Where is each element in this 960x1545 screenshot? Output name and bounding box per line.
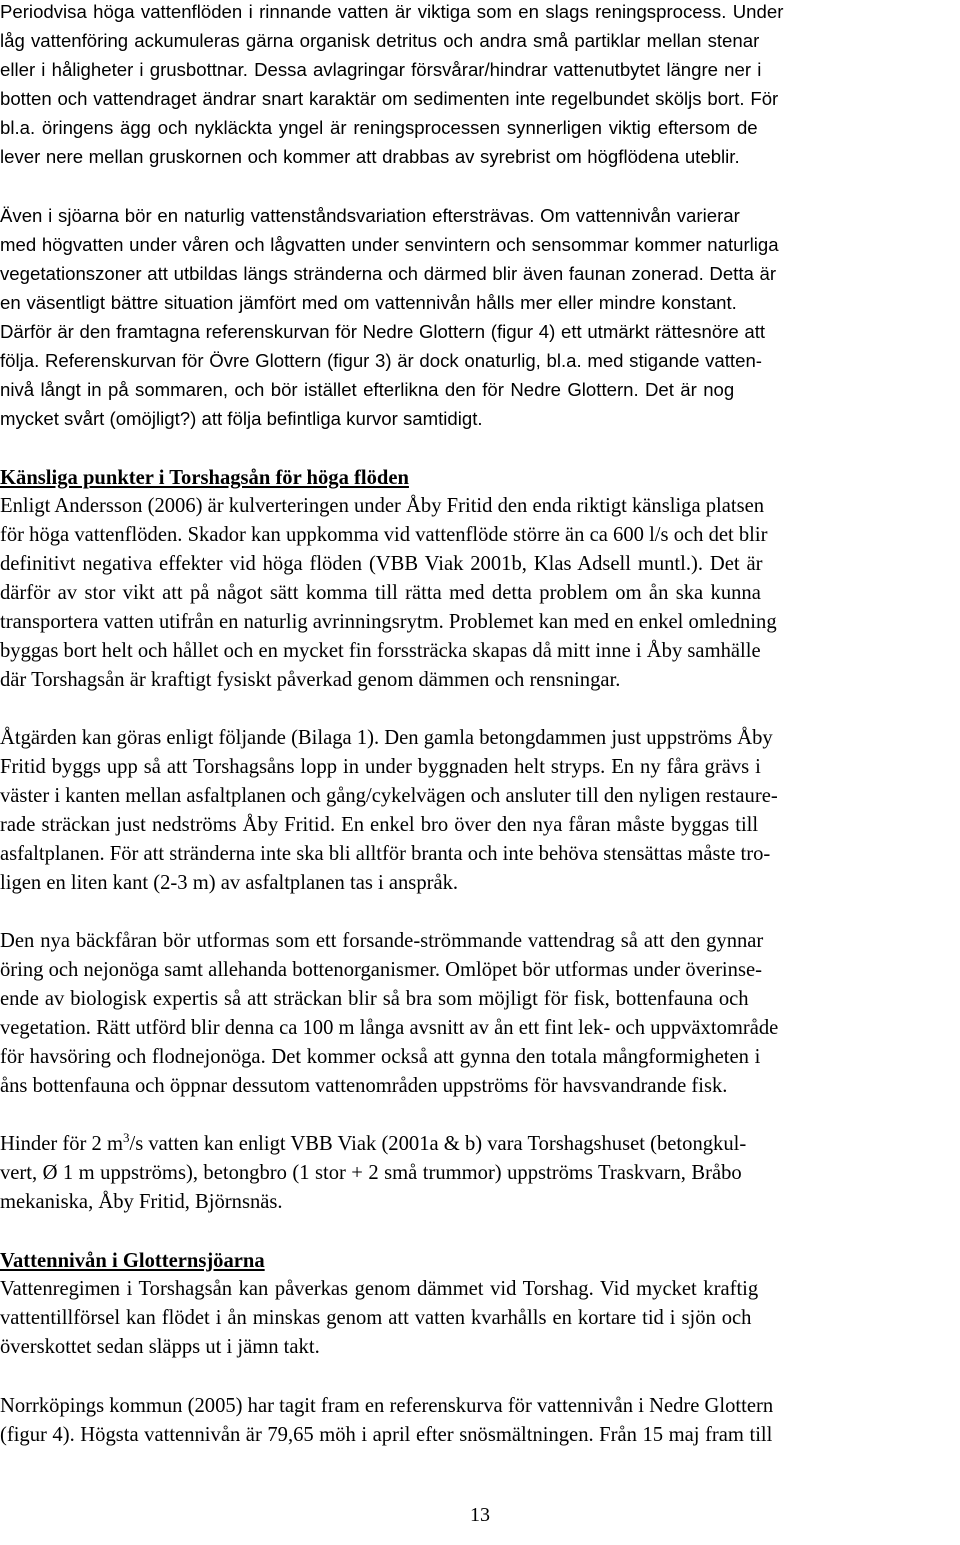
text-line: nivå långt in på sommaren, och bör istället efterlikna den för Nedre Glottern. Det är nog [0,379,735,400]
text-line: Åtgärden kan göras enligt följande (Bilaga 1). Den gamla betongdammen just uppströms Åby [0,727,773,749]
text-line: (figur 4). Högsta vattennivån är 79,65 möh i april efter snösmältningen. Från 15 maj fram till [0,1424,773,1446]
text-line: definitivt negativa effekter vid höga flöden (VBB Viak 2001b, Klas Adsell muntl.). Det är [0,553,763,575]
text-line: vert, Ø 1 m uppströms), betongbro (1 stor + 2 små trummor) uppströms Traskvarn, Bråbo [0,1162,742,1184]
paragraph-new-channel [0,927,960,1101]
text-line: vattentillförsel kan flödet i ån minskas genom att vatten kvarhålls en kortare tid i sjön och [0,1307,752,1329]
paragraph-flood-cleansing [0,0,960,171]
text-line: Fritid byggs upp så att Torshagsåns lopp in under byggnaden helt stryps. En ny fåra grävs i [0,756,761,778]
heading-sensitive-points: Känsliga punkter i Torshagsån för höga flöden [0,467,409,489]
text-line: för havsöring och flodnejonöga. Det kommer också att gynna den totala mångformigheten i [0,1046,761,1068]
text-line: för höga vattenflöden. Skador kan uppkomma vid vattenflöde större än ca 600 l/s och det blir [0,524,768,546]
text-line: överskottet sedan släpps ut i jämn takt. [0,1336,320,1358]
text-line: bl.a. öringens ägg och nykläckta yngel är reningsprocessen synnerligen viktig eftersom de [0,117,758,138]
text-line: Därför är den framtagna referenskurvan för Nedre Glottern (figur 4) ett utmärkt rättesnöre att [0,321,766,342]
heading-water-level: Vattennivån i Glotternsjöarna [0,1250,265,1272]
paragraph-measure [0,724,960,898]
text-line: vegetation. Rätt utförd blir denna ca 100 m långa avsnitt av ån ett fint lek- och uppväxtområde [0,1017,779,1039]
text-line: följa. Referenskurvan för Övre Glottern (figur 3) är dock onaturlig, bl.a. med stigande vatten- [0,350,762,371]
text-line: asfaltplanen. För att stränderna inte ska bli alltför branta och inte behöva stensättas måste tro- [0,843,771,865]
text-line: botten och vattendraget ändrar snart karaktär om sedimenten inte regelbundet sköljs bort. För [0,88,779,109]
text-line: lever nere mellan gruskornen och kommer att drabbas av syrebrist om högflödena uteblir. [0,146,740,167]
text-line: en väsentligt bättre situation jämfört med om vattennivån hålls mer eller mindre konstant. [0,292,737,313]
text-line: väster i kanten mellan asfaltplanen och gång/cykelvägen och ansluter till den nyligen restaure- [0,785,778,807]
page-number: 13 [470,1504,490,1526]
paragraph-obstacles [0,1130,960,1217]
text-line: Enligt Andersson (2006) är kulverteringen under Åby Fritid den enda riktigt känsliga platsen [0,495,765,517]
paragraph-lake-water-levels [0,201,960,433]
paragraph-culvert [0,492,960,695]
text-line: låg vattenföring ackumuleras gärna organisk detritus och andra små partiklar mellan stenar [0,30,760,51]
text-line: transportera vatten utifrån en naturlig avrinningsrytm. Problemet kan med en enkel omledning [0,611,777,633]
superscript: 3 [122,1130,130,1145]
text-segment: Hinder för 2 m [0,1133,123,1155]
text-segment: /s vatten kan enligt VBB Viak (2001a & b) vara Torshagshuset (betongkul- [129,1133,747,1155]
text-line: där Torshagsån är kraftigt fysiskt påverkad genom dämmen och rensningar. [0,669,621,691]
text-line: Norrköpings kommun (2005) har tagit fram en referenskurva för vattennivån i Nedre Glottern [0,1395,774,1417]
text-line: därför av stor vikt att på något sätt komma till rätta med detta problem om ån ska kunna [0,582,761,604]
text-line: byggas bort helt och hållet och en mycket fin forssträcka skapas då mitt inne i Åby samhälle [0,640,761,662]
text-line: med högvatten under våren och lågvatten under senvintern och sensommar kommer naturliga [0,234,779,255]
text-line: vegetationszoner att utbildas längs stränderna och därmed blir även faunan zonerad. Detta är [0,263,777,284]
text-line: Den nya bäckfåran bör utformas som ett forsande-strömmande vattendrag så att den gynnar [0,930,764,952]
text-line [0,1130,960,1159]
text-line: Vattenregimen i Torshagsån kan påverkas genom dämmet vid Torshag. Vid mycket kraftig [0,1278,759,1300]
text-line: åns bottenfauna och öppnar dessutom vattenområden uppströms för havsvandrande fisk. [0,1075,728,1097]
text-line: Även i sjöarna bör en naturlig vattenståndsvariation eftersträvas. Om vattennivån varierar [0,205,740,226]
text-line: rade sträckan just nedströms Åby Fritid. En enkel bro över den nya fåran måste byggas till [0,814,759,836]
text-line: ende av biologisk expertis så att sträckan blir så bra som möjligt för fisk, bottenfauna och [0,988,749,1010]
text-line: mekaniska, Åby Fritid, Björnsnäs. [0,1191,283,1213]
text-line: eller i håligheter i grusbottnar. Dessa avlagringar försvårar/hindrar vattenutbytet längre ner i [0,59,762,80]
text-line: Periodvisa höga vattenflöden i rinnande vatten är viktiga som en slags reningsprocess. Under [0,1,784,22]
text-line: mycket svårt (omöjligt?) att följa befintliga kurvor samtidigt. [0,408,483,429]
text-line: ligen en liten kant (2-3 m) av asfaltplanen tas i anspråk. [0,872,459,894]
paragraph-reference-curve [0,1392,960,1450]
text-line: öring och nejonöga samt allehanda bottenorganismer. Omlöpet bör utformas under överinse- [0,959,762,981]
paragraph-water-regime [0,1275,960,1362]
